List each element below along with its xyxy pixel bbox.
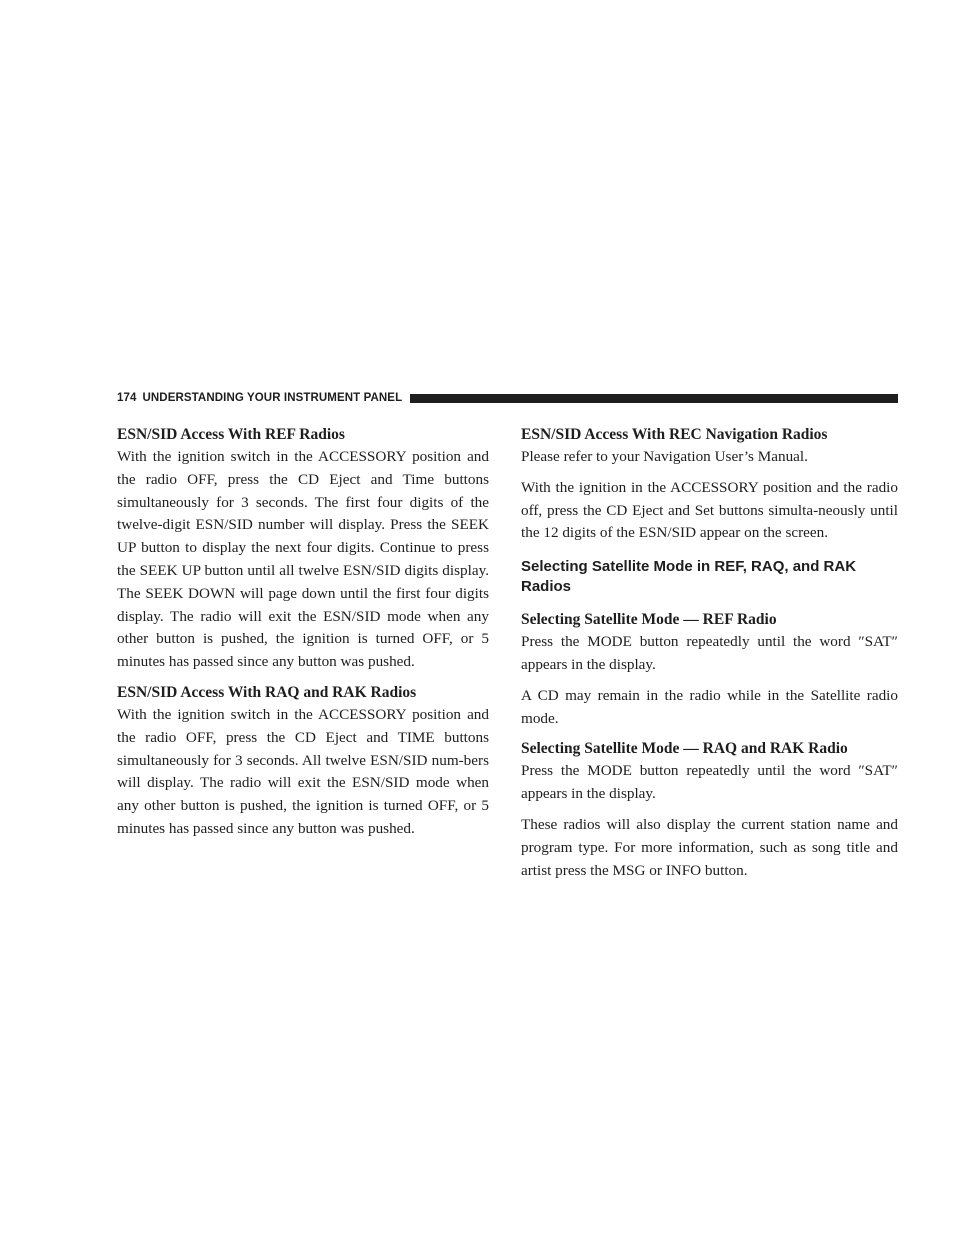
para-esn-ref: With the ignition switch in the ACCESSORY position and the radio OFF, press the CD Eject and Time buttons simultaneously for 3 seconds. The first four digits of the twelve-digit ESN/SID number will display. Press the SEEK UP button to display the next four digits. Continue to press the SEEK UP button until all twelve ESN/SID digits display. The SEEK DOWN will page down until the first four digits display. The radio will exit the ESN/SID mode when any other button is pushed, the ignition is turned OFF, or 5 minutes has passed since any button was pushed. <box>117 448 489 671</box>
right-column <box>521 424 898 882</box>
heading-satellite-mode: Selecting Satellite Mode in REF, RAQ, and RAK Radios <box>521 558 857 596</box>
heading-esn-raq-rak: ESN/SID Access With RAQ and RAK Radios <box>117 683 417 701</box>
para-esn-rec: With the ignition in the ACCESSORY position and the radio off, press the CD Eject and Set buttons simulta-neously until the 12 digits of the ESN/SID appear on the screen. <box>521 478 898 542</box>
page-number: 174 <box>117 392 137 404</box>
para-sat-ref: Press the MODE button repeatedly until the word ″SAT″ appears in the display. <box>521 633 898 673</box>
para-refer-manual: Please refer to your Navigation User’s Manual. <box>521 448 808 465</box>
para-station-info: These radios will also display the current station name and program type. For more information, such as song title and artist press the MSG or INFO button. <box>521 815 898 879</box>
para-sat-raq-rak: Press the MODE button repeatedly until the word ″SAT″ appears in the display. <box>521 762 898 803</box>
heading-esn-rec: ESN/SID Access With REC Navigation Radios <box>521 426 828 443</box>
heading-sat-ref: Selecting Satellite Mode — REF Radio <box>521 611 777 629</box>
heading-sat-raq-rak: Selecting Satellite Mode — RAQ and RAK Radio <box>521 740 848 758</box>
para-esn-raq-rak: With the ignition switch in the ACCESSORY position and the radio OFF, press the CD Eject and TIME buttons simultaneously for 3 seconds. All twelve ESN/SID num-bers will display. The radio will exit the ESN/SID mode when any other button is pushed, the ignition is turned OFF, or 5 minutes has passed since any button was pushed. <box>117 705 489 837</box>
header-title: UNDERSTANDING YOUR INSTRUMENT PANEL <box>142 392 403 404</box>
left-column <box>117 424 489 841</box>
header-rule <box>410 394 898 403</box>
page-header <box>117 391 898 405</box>
para-cd-remain: A CD may remain in the radio while in the Satellite radio mode. <box>521 686 898 727</box>
heading-esn-ref: ESN/SID Access With REF Radios <box>117 426 345 443</box>
